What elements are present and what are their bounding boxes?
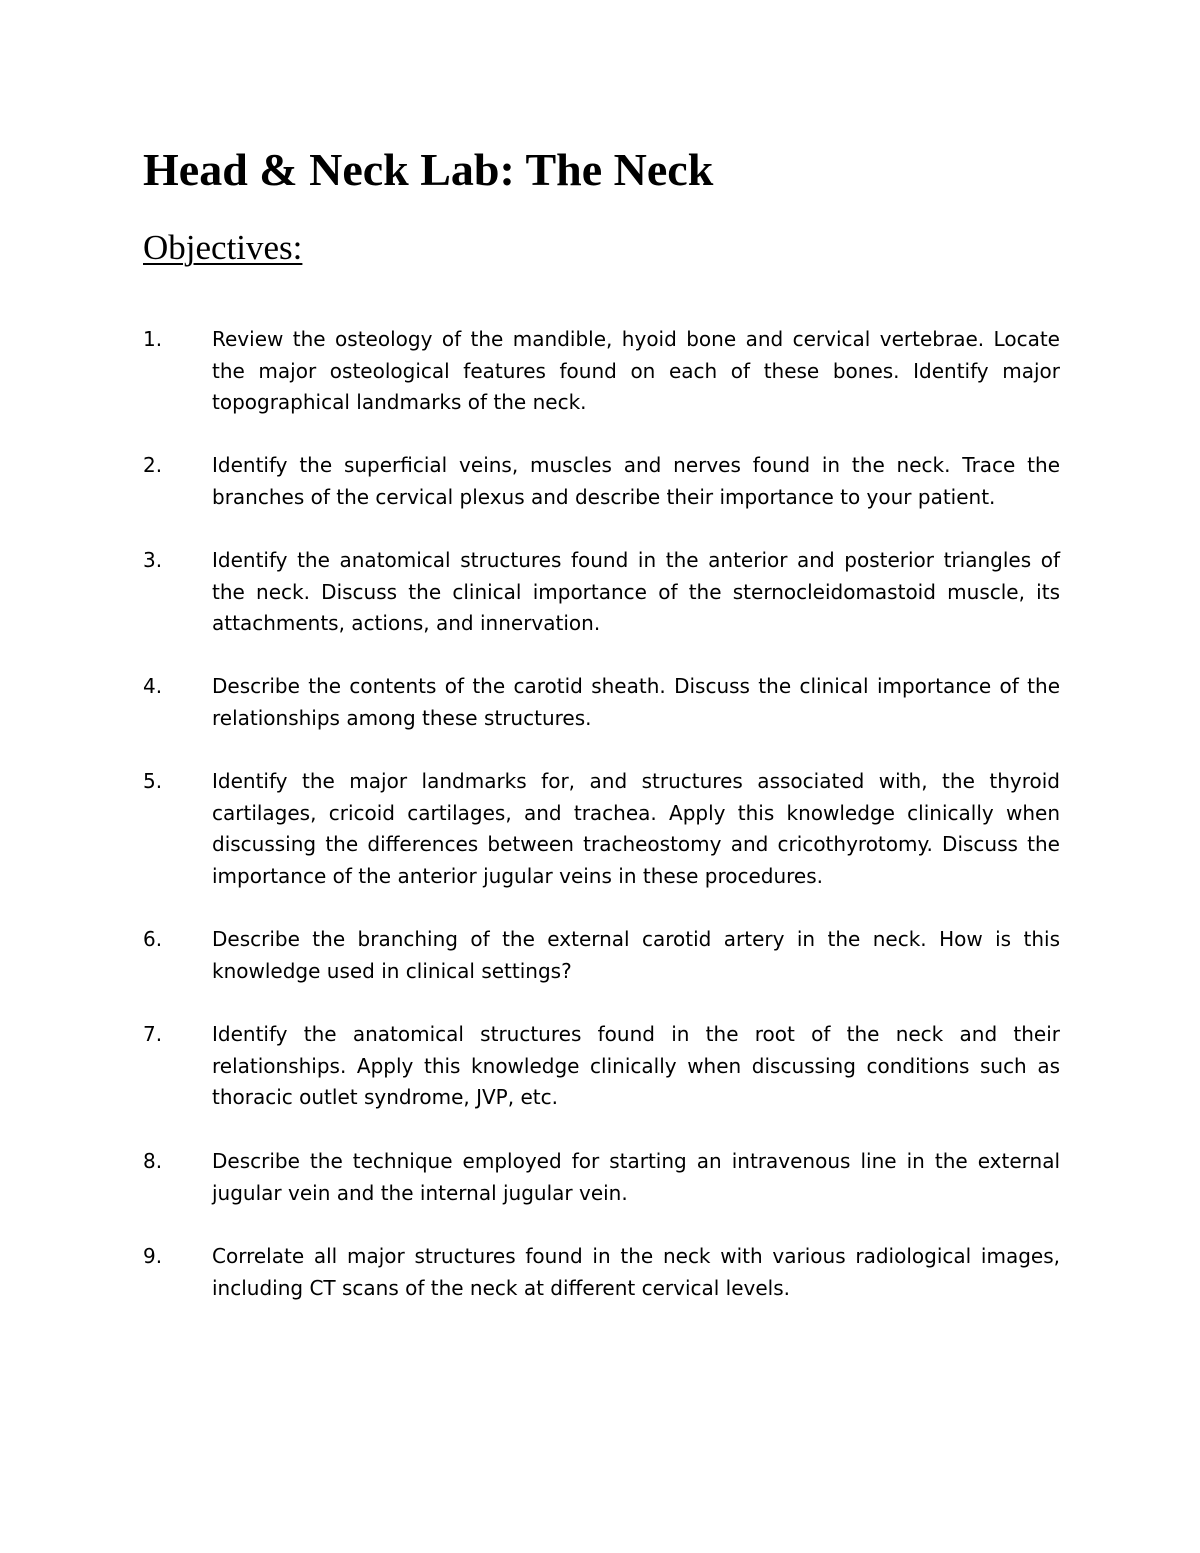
objective-number: 5. bbox=[143, 769, 163, 793]
objective-item bbox=[143, 766, 1060, 924]
objective-number: 4. bbox=[143, 674, 163, 698]
objective-item bbox=[143, 671, 1060, 766]
objective-item bbox=[143, 545, 1060, 671]
objective-item bbox=[143, 924, 1060, 1019]
page-title: Head & Neck Lab: The Neck bbox=[143, 144, 714, 195]
objective-text: Identify the anatomical structures found in the root of the neck and their relationships. Apply this knowledge clinically when discussing conditions such as thoracic outlet syndrome, JVP, etc. bbox=[212, 1022, 1060, 1109]
objective-number: 3. bbox=[143, 548, 163, 572]
objective-text: Review the osteology of the mandible, hyoid bone and cervical vertebrae. Locate the major osteological features found on each of these bones. Identify major topographical landmarks of the neck. bbox=[212, 327, 1060, 414]
objective-number: 1. bbox=[143, 327, 163, 351]
objective-number: 2. bbox=[143, 453, 163, 477]
objective-text: Identify the anatomical structures found in the anterior and posterior triangles of the neck. Discuss the clinical importance of the sternocleidomastoid muscle, its attachments, actions, and innervation. bbox=[212, 548, 1060, 635]
objective-text: Correlate all major structures found in the neck with various radiological images, including CT scans of the neck at different cervical levels. bbox=[212, 1244, 1060, 1300]
objective-item bbox=[143, 1241, 1060, 1304]
objective-text: Describe the branching of the external carotid artery in the neck. How is this knowledge used in clinical settings? bbox=[212, 927, 1060, 983]
objective-number: 7. bbox=[143, 1022, 163, 1046]
objective-number: 8. bbox=[143, 1149, 163, 1173]
objective-number: 6. bbox=[143, 927, 163, 951]
objective-item bbox=[143, 450, 1060, 545]
objective-text: Describe the technique employed for starting an intravenous line in the external jugular vein and the internal jugular vein. bbox=[212, 1149, 1060, 1205]
objective-item bbox=[143, 1146, 1060, 1241]
objective-item bbox=[143, 324, 1060, 450]
objectives-heading: Objectives: bbox=[143, 228, 303, 267]
objective-number: 9. bbox=[143, 1244, 163, 1268]
objective-text: Identify the major landmarks for, and structures associated with, the thyroid cartilages, cricoid cartilages, and trachea. Apply this knowledge clinically when discussing the differences between tracheostomy and cricothyrotomy. Discuss the importance of the anterior jugular veins in these procedures. bbox=[212, 769, 1060, 888]
objective-text: Identify the superficial veins, muscles and nerves found in the neck. Trace the branches of the cervical plexus and describe their importance to your patient. bbox=[212, 453, 1060, 509]
objective-text: Describe the contents of the carotid sheath. Discuss the clinical importance of the relationships among these structures. bbox=[212, 674, 1060, 730]
objectives-list bbox=[143, 324, 1060, 1304]
objective-item bbox=[143, 1019, 1060, 1146]
